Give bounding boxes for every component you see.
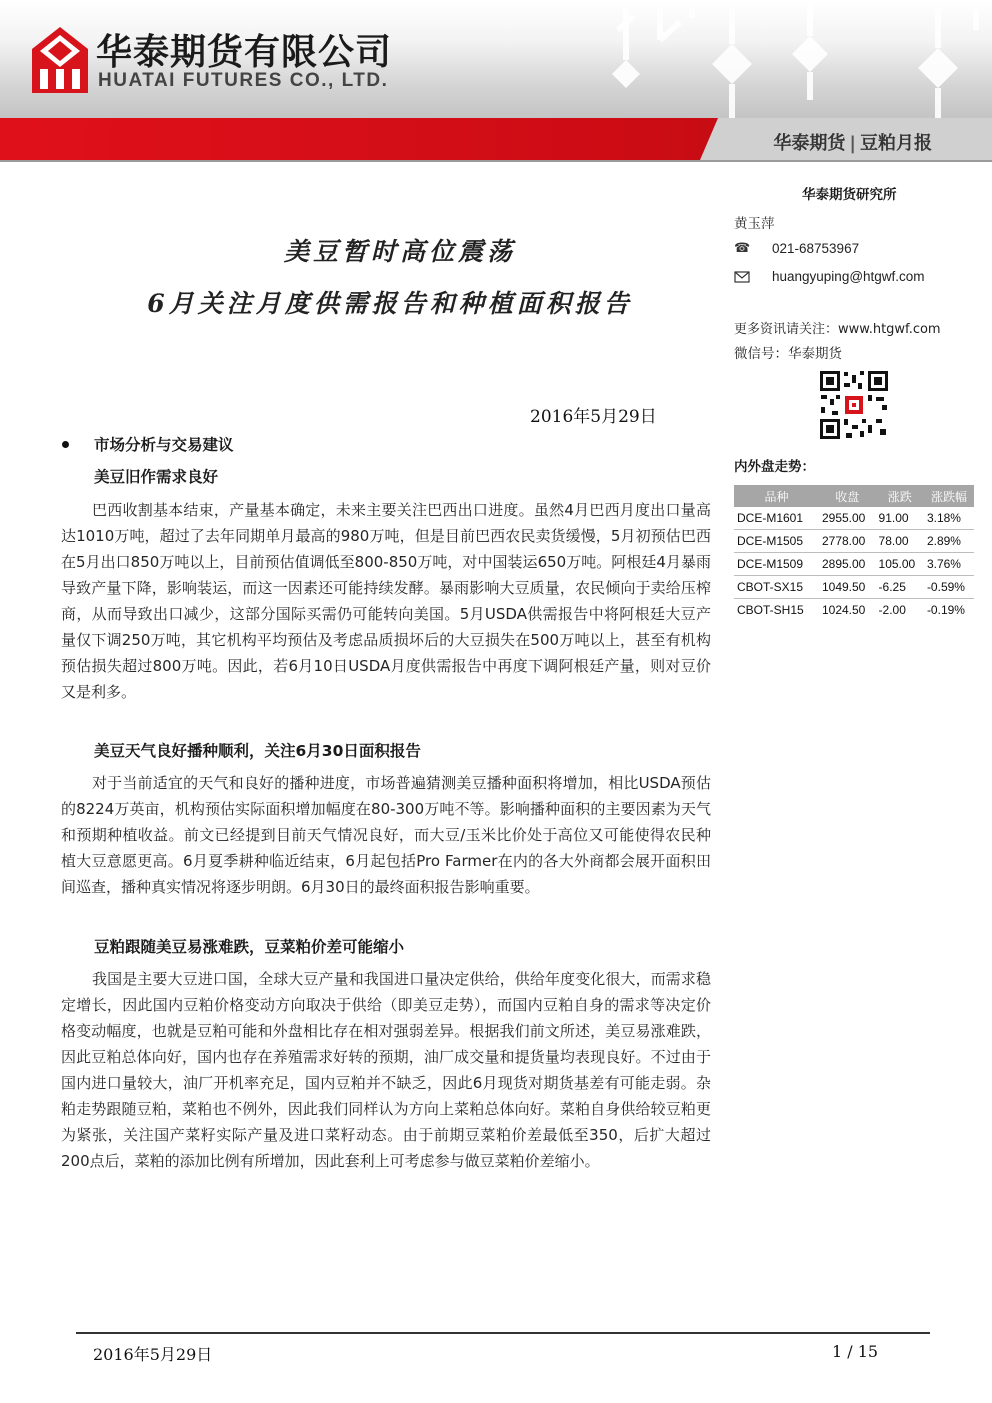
subheading-planting-weather: 美豆天气良好播种顺利，关注6月30日面积报告 [94,742,421,760]
cell-close: 2895.00 [819,553,876,576]
cell-contract: CBOT-SH15 [737,603,804,617]
market-table-header [734,485,974,507]
cell-close: 2955.00 [819,507,876,530]
qr-code-image [818,369,890,441]
col-header-change: 涨跌 [876,485,924,507]
col-header-change-pct: 涨跌幅 [924,485,974,507]
table-row [734,507,974,530]
brand-label: 华泰期货 [773,133,846,154]
cell-contract: DCE-M1505 [734,530,819,553]
report-title-line2: 6月关注月度供需报告和种植面积报告 [147,289,633,318]
paragraph-brazil-argentina: 巴西收割基本结束，产量基本确定，未来主要关注巴西出口进度。虽然4月巴西月度出口量高达1010万吨，超过了去年同期单月最高的980万吨，但是目前巴西农民卖货缓慢，5月初预估巴西在5月出口850万吨以上，目前预估值调低至800-850万吨，对中国装运650万吨。阿根廷4月暴雨导致产量下降，影响装运，而这一因素还可能持续发酵。暴雨影响大豆质量，农民倾向于卖给压榨商，从而导致出口减少，这部分国际买需仍可能转向美国。5月USDA供需报告中将阿根廷大豆产量仅下调250万吨，其它机构平均预估及考虑品质损坏后的大豆损失在500万吨以上，甚至有机构预估损失超过800万吨。因此，若6月10日USDA月度供需报告中再度下调阿根廷产量，则对豆价又是利多。 [61,501,711,701]
cell-change-pct: -0.19% [926,603,965,617]
analyst-email[interactable]: huangyuping@htgwf.com [772,269,925,284]
bullet-icon [62,441,69,448]
header-decoration [560,0,992,118]
company-name-en: HUATAI FUTURES CO., LTD. [98,70,389,91]
cell-close: 1024.50 [821,603,866,617]
subheading-old-crop-demand: 美豆旧作需求良好 [94,468,219,486]
page-number: 1 / 15 [832,1342,879,1361]
table-row [734,553,974,576]
subheading-meal-spread: 豆粕跟随美豆易涨难跌，豆菜粕价差可能缩小 [94,938,405,956]
company-name-cn: 华泰期货有限公司 [96,32,393,73]
more-info-link[interactable]: 更多资讯请关注：www.htgwf.com [734,322,941,337]
analyst-name: 黄玉萍 [734,216,775,232]
cell-change-pct: 3.18% [924,507,974,530]
company-logo [32,27,88,93]
table-row [734,530,974,553]
cell-change-pct: 3.76% [924,553,974,576]
tag-separator: | [849,133,856,154]
paragraph-domestic-meal: 我国是主要大豆进口国，全球大豆产量和我国进口量决定供给，供给年度变化很大，而需求稳定增长，因此国内豆粕价格变动方向取决于供给（即美豆走势），而国内豆粕自身的需求等决定价格变动幅度，也就是豆粕可能和外盘相比存在相对强弱差异。根据我们前文所述，美豆易涨难跌，因此豆粕总体向好，国内也存在养殖需求好转的预期，油厂成交量和提货量均表现良好。不过由于国内进口量较大，油厂开机率充足，国内豆粕并不缺乏，因此6月现货对期货基差有可能走弱。杂粕走势跟随豆粕，菜粕也不例外，因此我们同样认为方向上菜粕总体向好。菜粕自身供给较豆粕更为紧张，关注国产菜籽实际产量及进口菜籽动态。由于前期豆菜粕价差最低至350，后扩大超过200点后，菜粕的添加比例有所增加，因此套利上可考虑参与做豆菜粕价差缩小。 [61,970,711,1170]
cell-contract: DCE-M1601 [734,507,819,530]
cell-change: 91.00 [876,507,924,530]
cell-change-pct: 2.89% [924,530,974,553]
cell-contract: DCE-M1509 [734,553,819,576]
cell-change: -6.25 [876,576,924,599]
market-table [734,485,974,621]
col-header-contract: 品种 [734,485,819,507]
market-trend-title: 内外盘走势： [734,459,815,475]
cell-change-pct: -0.59% [924,576,974,599]
cell-change: 105.00 [876,553,924,576]
table-row [734,576,974,599]
footer-date: 2016年5月29日 [93,1345,213,1364]
cell-contract: CBOT-SX15 [734,576,819,599]
phone-icon: ☎ [734,241,751,256]
report-type-label: 豆粕月报 [860,133,932,154]
analyst-phone: 021-68753967 [772,241,860,256]
report-title-line1: 美豆暂时高位震荡 [283,237,516,266]
cell-change: -2.00 [878,603,906,617]
paragraph-planting-area: 对于当前适宜的天气和良好的播种进度，市场普遍猜测美豆播种面积将增加，相比USDA预估的8224万英亩，机构预估实际面积增加幅度在80-300万吨不等。影响播种面积的主要因素为天气和预期种植收益。前文已经提到目前天气情况良好，而大豆/玉米比价处于高位又可能使得农民种植大豆意愿更高。6月夏季耕种临近结束，6月起包括Pro Farmer在内的各大外商都会展开面积田间巡查，播种真实情况将逐步明朗。6月30日的最终面积报告影响重要。 [61,774,711,896]
header-rule [0,160,992,162]
institute-name: 华泰期货研究所 [802,187,897,203]
mail-icon [734,270,750,284]
wechat-id: 微信号：华泰期货 [734,346,842,362]
cell-change: 78.00 [876,530,924,553]
report-series-tag [773,129,932,155]
cell-close: 2778.00 [819,530,876,553]
report-date: 2016年5月29日 [530,407,657,427]
section-title: 市场分析与交易建议 [94,436,234,454]
col-header-close: 收盘 [819,485,876,507]
cell-close: 1049.50 [819,576,876,599]
table-row [734,599,974,622]
footer-rule [76,1332,930,1334]
